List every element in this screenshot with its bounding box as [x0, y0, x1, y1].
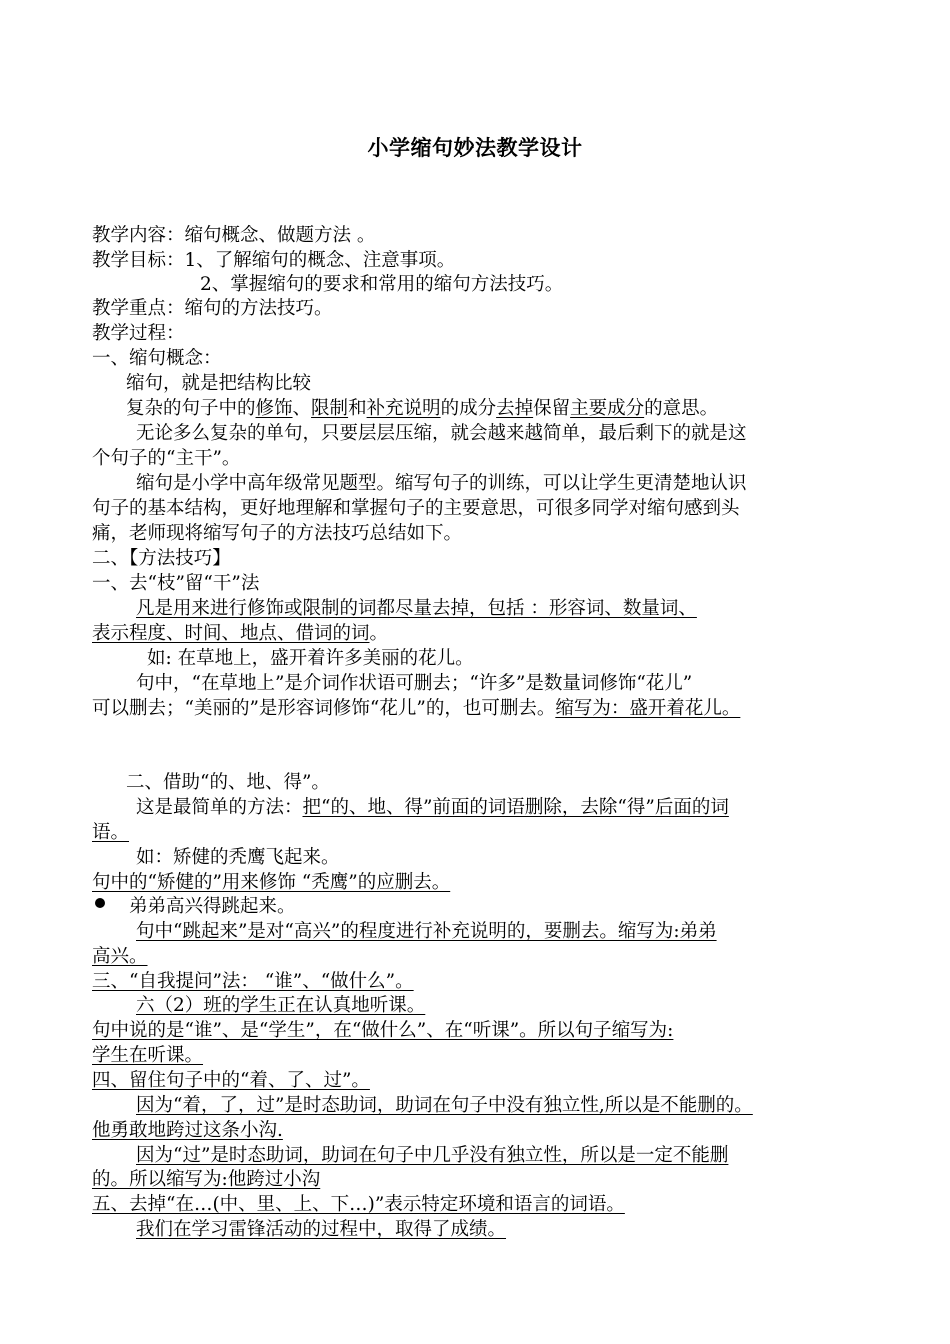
underlined-text: 去掉: [496, 398, 534, 419]
underlined-text: 他勇敢地跨过这条小沟.: [92, 1120, 283, 1141]
text-segment: 2、掌握缩句的要求和常用的缩句方法技巧。: [200, 274, 564, 295]
underlined-text: 修饰: [255, 398, 293, 419]
text-line: [92, 547, 231, 571]
text-line: [92, 297, 333, 321]
text-line: [92, 322, 185, 346]
underlined-text: 因为“过”是时态助词，助词在句子中几乎没有独立性，所以是一定不能删: [136, 1145, 729, 1166]
bullet-dot: [95, 898, 105, 908]
text-line: [92, 622, 388, 646]
text-line: [129, 895, 296, 919]
text-line: [136, 994, 425, 1018]
text-line: [136, 597, 697, 621]
text-segment: 教学过程：: [92, 323, 185, 344]
text-segment: 个句子的“主干”。: [92, 448, 241, 469]
text-line: [200, 273, 563, 297]
text-segment: 无论多么复杂的单句，只要层层压缩，就会越来越简单，最后剩下的就是这: [136, 423, 747, 444]
text-segment: 句子的基本结构，更好地理解和掌握句子的主要意思，可很多同学对缩句感到头: [92, 498, 740, 519]
underlined-text: 语。: [92, 822, 130, 843]
underlined-text: 四、留住句子中的“着、了、过”。: [92, 1070, 370, 1091]
text-line: [92, 1019, 673, 1043]
underlined-text: 句中的“矫健的”用来修饰 “秃鹰”的应删去。: [92, 872, 451, 893]
text-line: [92, 1168, 320, 1192]
text-line: [92, 970, 414, 994]
text-segment: 复杂的句子中的: [126, 398, 256, 419]
underlined-text: 句中“跳起来”是对“高兴”的程度进行补充说明的，要删去。缩写为:弟弟: [136, 921, 717, 942]
text-segment: 教学重点：缩句的方法技巧。: [92, 298, 333, 319]
text-segment: 教学内容：缩句概念、做题方法 。: [92, 225, 376, 246]
text-line: [136, 846, 340, 870]
underlined-text: 把“的、地、得”前面的词语删除，去除“得”后面的词: [302, 797, 729, 818]
underlined-text: 学生在听课。: [92, 1045, 204, 1066]
underlined-text: 缩写为：盛开着花儿。: [555, 698, 741, 719]
text-line: [92, 497, 740, 521]
text-segment: 和: [348, 398, 367, 419]
text-segment: 这是最简单的方法：: [136, 797, 303, 818]
text-line: [92, 447, 240, 471]
text-line: [92, 1069, 370, 1093]
text-segment: 的成分: [440, 398, 497, 419]
text-line: [136, 796, 729, 820]
underlined-text: 表示程度、时间、地点、借词的词: [92, 623, 370, 644]
text-line: [126, 771, 330, 795]
text-segment: 一、去“枝”留“干”法: [92, 573, 260, 594]
page-title: 小学缩句妙法教学设计: [367, 136, 583, 160]
text-segment: 。: [369, 623, 389, 644]
text-segment: 痛，老师现将缩写句子的方法技巧总结如下。: [92, 523, 463, 544]
text-segment: 缩句是小学中高年级常见题型。缩写句子的训练，可以让学生更清楚地认识: [136, 473, 747, 494]
text-segment: 二、借助“的、地、得”。: [126, 772, 330, 793]
text-segment: 可以删去；“美丽的”是形容词修饰“花儿”的，也可删去。: [92, 698, 556, 719]
text-segment: 如：矫健的秃鹰飞起来。: [136, 847, 340, 868]
underlined-text: 五、去掉“在…(中、里、上、下…)”表示特定环境和语言的词语。: [92, 1194, 625, 1215]
text-segment: 的意思。: [644, 398, 719, 419]
text-line: [92, 1044, 203, 1068]
text-line: [92, 249, 455, 273]
underlined-text: 句中说的是“谁”、是“学生”，在“做什么”、在“听课”。所以句子缩写为:: [92, 1020, 674, 1041]
text-line: [136, 920, 717, 944]
text-line: [92, 945, 148, 969]
underlined-text: 主要成分: [570, 398, 645, 419]
text-segment: 如: 在草地上，盛开着许多美丽的花儿。: [147, 648, 474, 669]
text-segment: 保留: [533, 398, 571, 419]
underlined-text: 补充说明: [366, 398, 441, 419]
text-line: [92, 871, 450, 895]
text-line: [92, 821, 129, 845]
text-line: [136, 472, 747, 496]
text-segment: 二、【方法技巧】: [92, 548, 231, 569]
text-segment: 一、缩句概念：: [92, 348, 222, 369]
text-line: [136, 1218, 506, 1242]
text-line: [136, 422, 747, 446]
text-line: [92, 697, 740, 721]
text-line: [92, 224, 375, 248]
text-line: [136, 1144, 728, 1168]
underlined-text: 的。所以缩写为:他跨过小沟: [92, 1169, 321, 1190]
underlined-text: 因为“着，了，过”是时态助词，助词在句子中没有独立性,所以是不能删的。: [136, 1095, 753, 1116]
text-line: [92, 1119, 283, 1143]
text-segment: 缩句，就是把结构比较: [126, 373, 312, 394]
text-line: [92, 572, 259, 596]
text-line: [126, 397, 718, 421]
text-line: [92, 522, 462, 546]
underlined-text: 三、“自我提问”法： “谁”、“做什么”。: [92, 971, 414, 992]
text-line: [147, 647, 474, 671]
underlined-text: 凡是用来进行修饰或限制的词都尽量去掉，包括 ：形容词、数量词、: [136, 598, 697, 619]
text-line: [136, 1094, 753, 1118]
text-line: [92, 1193, 625, 1217]
text-segment: 句中，“在草地上”是介词作状语可删去；“许多”是数量词修饰“花儿”: [136, 673, 693, 694]
text-segment: 、: [292, 398, 312, 419]
underlined-text: 六（2）班的学生正在认真地听课。: [136, 995, 426, 1016]
text-line: [92, 347, 222, 371]
underlined-text: 限制: [311, 398, 349, 419]
text-line: [136, 672, 692, 696]
underlined-text: 高兴。: [92, 946, 148, 967]
text-line: [126, 372, 311, 396]
text-segment: 教学目标：1、了解缩句的概念、注意事项。: [92, 250, 456, 271]
underlined-text: 我们在学习雷锋活动的过程中，取得了成绩。: [136, 1219, 507, 1240]
text-segment: 弟弟高兴得跳起来。: [129, 896, 296, 917]
